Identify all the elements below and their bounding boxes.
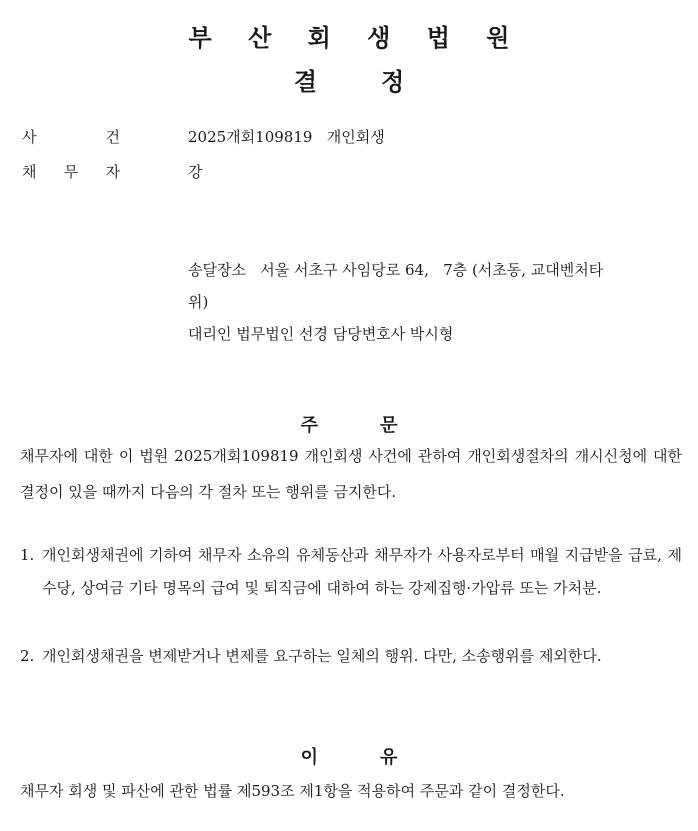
case-label bbox=[22, 126, 120, 147]
order-item bbox=[20, 539, 682, 605]
order-heading bbox=[0, 411, 698, 437]
debtor-label-char: 무 bbox=[63, 163, 79, 181]
case-label-char: 건 bbox=[105, 128, 120, 146]
debtor-label bbox=[22, 161, 120, 182]
debtor-label-char: 채 bbox=[22, 163, 37, 181]
order-item bbox=[20, 640, 682, 673]
debtor-label-char: 자 bbox=[105, 163, 120, 181]
case-label-char: 사 bbox=[22, 128, 37, 146]
order-heading-char: 문 bbox=[380, 415, 398, 436]
reason-heading-char: 유 bbox=[380, 747, 398, 768]
order-item-number: 2. bbox=[20, 647, 35, 665]
order-heading-char: 주 bbox=[300, 415, 318, 436]
reason-heading bbox=[0, 743, 698, 769]
document-type-char-1: 결 bbox=[293, 68, 317, 96]
order-item-text: 개인회생채권을 변제받거나 변제를 요구하는 일체의 행위. 다만, 소송행위를 제외한다. bbox=[42, 647, 602, 665]
order-item-number: 1. bbox=[20, 546, 35, 564]
order-item-text: 개인회생채권에 기하여 채무자 소유의 유체동산과 채무자가 사용자로부터 매월 지급받을 급료, 제수당, 상여금 기타 명목의 급여 및 퇴직금에 대하여 하는 강제집행·가압류 또는 가처분. bbox=[42, 546, 682, 597]
document-type-char-2: 정 bbox=[381, 68, 405, 96]
service-address-line: 송달장소 서울 서초구 사임당로 64, 7층 (서초동, 교대벤처타 bbox=[188, 261, 604, 279]
service-address bbox=[188, 254, 688, 350]
reason-heading-char: 이 bbox=[300, 747, 318, 768]
case-number: 2025개회109819 개인회생 bbox=[188, 128, 385, 146]
court-name: 부 산 회 생 법 원 bbox=[188, 24, 524, 52]
document-type-title bbox=[0, 62, 698, 97]
order-intro: 채무자에 대한 이 법원 2025개회109819 개인회생 사건에 관하여 개인회생절차의 개시신청에 대한 결정이 있을 때까지 다음의 각 절차 또는 행위를 금지한다. bbox=[20, 447, 682, 501]
debtor-name: 강 bbox=[188, 163, 203, 181]
reason-text: 채무자 회생 및 파산에 관한 법률 제593조 제1항을 적용하여 주문과 같이 결정한다. bbox=[20, 782, 565, 800]
representative: 대리인 법무법인 선경 담당변호사 박시형 bbox=[188, 325, 454, 343]
service-address-line: 위) bbox=[188, 293, 209, 311]
